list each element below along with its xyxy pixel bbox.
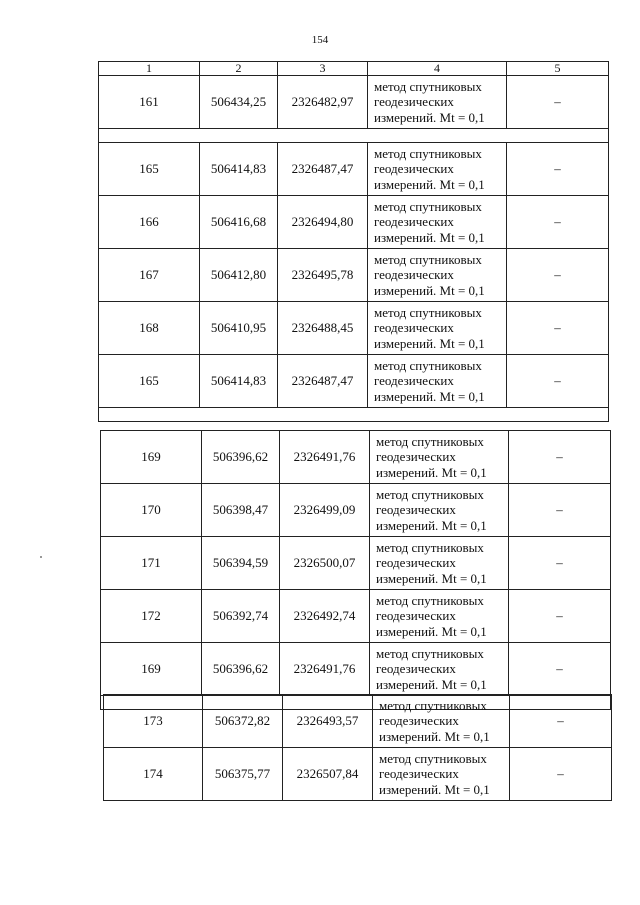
coord-x: 506394,59 [202,537,280,590]
coordinates-table [100,430,611,710]
accuracy-dash: – [507,76,609,129]
coord-x: 506396,62 [202,431,280,484]
coord-y: 2326491,76 [280,431,370,484]
table-row [104,748,612,801]
accuracy-dash: – [507,196,609,249]
table-row [99,249,609,302]
coord-y: 2326507,84 [283,748,373,801]
contour-separator [99,129,609,143]
accuracy-dash: – [509,431,611,484]
coord-x: 506434,25 [200,76,278,129]
coord-x: 506375,77 [203,748,283,801]
point-number: 169 [101,643,202,696]
method-description: метод спутниковых геодезических измерений. Mt = 0,1 [368,249,507,302]
coordinates-table [98,61,609,422]
header-cell: 4 [368,62,507,76]
method-description: метод спутниковых геодезических измерений. Mt = 0,1 [368,76,507,129]
coord-x: 506396,62 [202,643,280,696]
method-description: метод спутниковых геодезических измерений. Mt = 0,1 [368,196,507,249]
table-row [101,590,611,643]
coord-x: 506410,95 [200,302,278,355]
coord-x: 506414,83 [200,143,278,196]
coord-x: 506416,68 [200,196,278,249]
method-description: метод спутниковых геодезических измерений. Mt = 0,1 [368,143,507,196]
coord-x: 506412,80 [200,249,278,302]
coord-y: 2326500,07 [280,537,370,590]
header-cell: 3 [278,62,368,76]
point-number: 161 [99,76,200,129]
accuracy-dash: – [510,748,612,801]
point-number: 165 [99,355,200,408]
table-row [101,643,611,696]
method-description: метод спутниковых геодезических измерений. Mt = 0,1 [370,537,509,590]
coord-x: 506372,82 [203,695,283,748]
coordinates-table [103,694,612,801]
accuracy-dash: – [509,590,611,643]
method-description: метод спутниковых геодезических измерений. Mt = 0,1 [373,695,510,748]
table-row [101,431,611,484]
point-number: 171 [101,537,202,590]
method-description: метод спутниковых геодезических измерений. Mt = 0,1 [370,590,509,643]
point-number: 173 [104,695,203,748]
point-number: 168 [99,302,200,355]
table-row [104,695,612,748]
coord-y: 2326488,45 [278,302,368,355]
coord-y: 2326494,80 [278,196,368,249]
coord-y: 2326493,57 [283,695,373,748]
point-number: 170 [101,484,202,537]
table-row [99,143,609,196]
accuracy-dash: – [509,537,611,590]
coord-y: 2326491,76 [280,643,370,696]
method-description: метод спутниковых геодезических измерений. Mt = 0,1 [370,431,509,484]
method-description: метод спутниковых геодезических измерений. Mt = 0,1 [370,643,509,696]
coord-y: 2326487,47 [278,355,368,408]
point-number: 169 [101,431,202,484]
point-number: 172 [101,590,202,643]
coord-x: 506398,47 [202,484,280,537]
method-description: метод спутниковых геодезических измерений. Mt = 0,1 [373,748,510,801]
accuracy-dash: – [507,249,609,302]
table-row [99,196,609,249]
coord-y: 2326482,97 [278,76,368,129]
table-row [99,76,609,129]
point-number: 167 [99,249,200,302]
scan-speck [40,556,42,558]
coord-x: 506392,74 [202,590,280,643]
coord-y: 2326499,09 [280,484,370,537]
point-number: 165 [99,143,200,196]
table-row [101,537,611,590]
contour-separator [99,408,609,422]
accuracy-dash: – [509,643,611,696]
page-number: 154 [311,34,329,46]
accuracy-dash: – [509,484,611,537]
coord-y: 2326495,78 [278,249,368,302]
method-description: метод спутниковых геодезических измерений. Mt = 0,1 [370,484,509,537]
accuracy-dash: – [507,143,609,196]
header-cell: 2 [200,62,278,76]
method-description: метод спутниковых геодезических измерений. Mt = 0,1 [368,302,507,355]
table-header-row [99,62,609,76]
header-cell: 5 [507,62,609,76]
table-row [99,302,609,355]
accuracy-dash: – [507,302,609,355]
method-description: метод спутниковых геодезических измерений. Mt = 0,1 [368,355,507,408]
coord-y: 2326487,47 [278,143,368,196]
point-number: 174 [104,748,203,801]
coord-y: 2326492,74 [280,590,370,643]
accuracy-dash: – [507,355,609,408]
coord-x: 506414,83 [200,355,278,408]
header-cell: 1 [99,62,200,76]
table-row [101,484,611,537]
table-row [99,355,609,408]
point-number: 166 [99,196,200,249]
accuracy-dash: – [510,695,612,748]
